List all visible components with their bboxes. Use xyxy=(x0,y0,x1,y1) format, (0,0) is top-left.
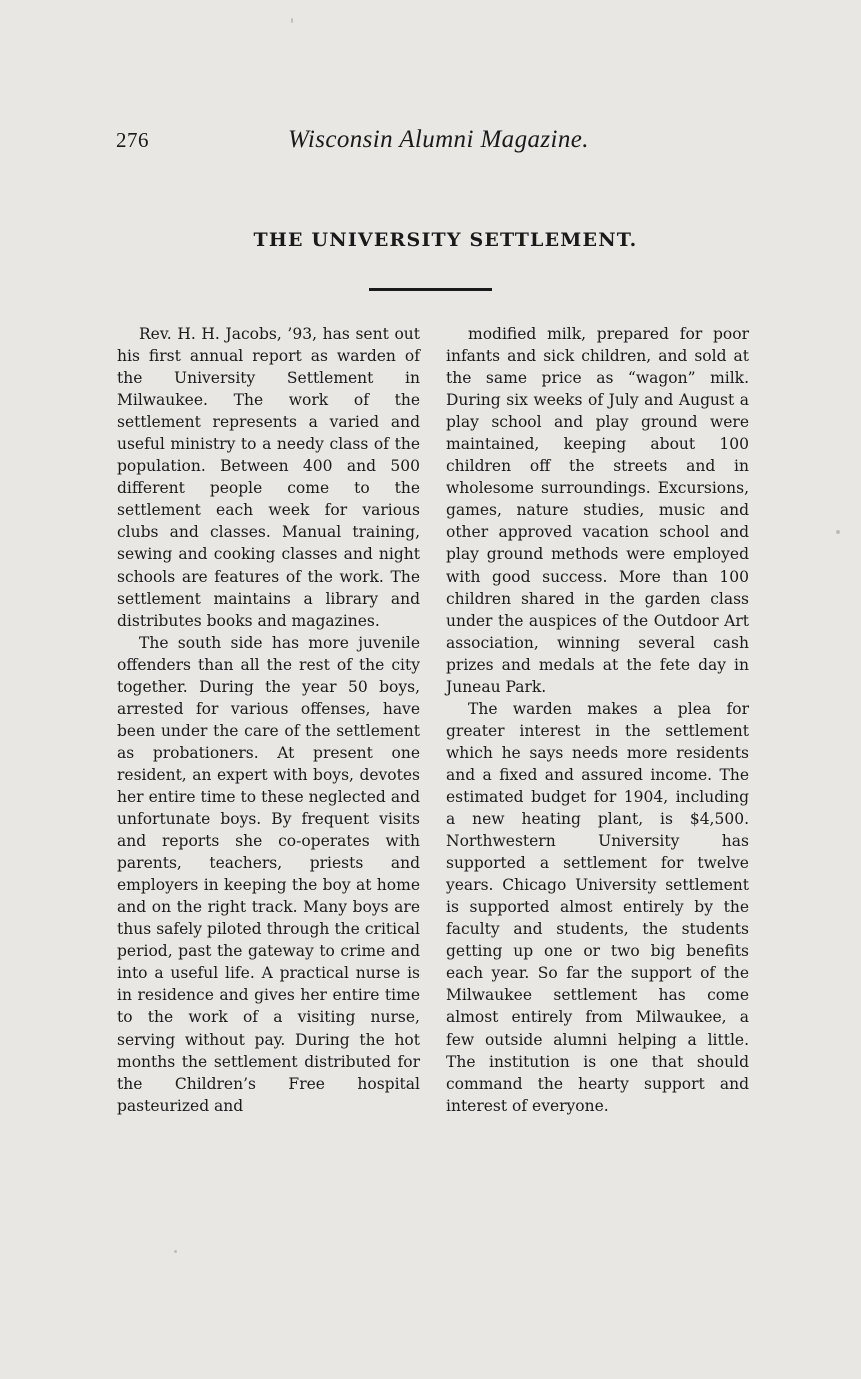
magazine-title: Wisconsin Alumni Magazine. xyxy=(288,126,589,153)
title-divider xyxy=(369,288,492,291)
paper-speck xyxy=(291,18,293,23)
paragraph: The warden makes a plea for greater interest in the settlement which he says needs more residents and a fixed and assured income. The estimated budget for 1904, including a new heating plant, is $4,500. Northwestern University has supported a settlement for twelve years. Chicago University settlement is supported almost entirely by the faculty and students, the students getting up one or two big benefits each year. So far the support of the Milwaukee settlement has come almost entirely from Milwaukee, a few outside alumni helping a little. The institution is one that should command the hearty support and interest of everyone. xyxy=(446,699,749,1115)
article-title: THE UNIVERSITY SETTLEMENT. xyxy=(253,229,638,251)
running-head xyxy=(0,124,861,158)
paragraph: The south side has more juvenile offenders than all the rest of the city together. During the year 50 boys, arrested for various offenses, have been under the care of the settlement as probationers. At present one resident, an expert with boys, devotes her entire time to these neglected and unfortunate boys. By frequent visits and reports she co-operates with parents, teachers, priests and employers in keeping the boy at home and on the right track. Many boys are thus safely piloted through the critical period, past the gateway to crime and into a useful life. A practical nurse is in residence and gives her entire time to the work of a visiting nurse, serving without pay. During the hot months the settlement distributed for the Children’s Free hospital pasteurized and xyxy=(117,633,420,1115)
paper-speck xyxy=(174,1250,177,1253)
paragraph: Rev. H. H. Jacobs, ’93, has sent out his first annual report as warden of the University Settlement in Milwaukee. The work of the settlement represents a varied and useful ministry to a needy class of the population. Between 400 and 500 different people come to the settlement each week for various clubs and classes. Manual training, sewing and cooking classes and night schools are features of the work. The settlement maintains a library and distributes books and magazines. xyxy=(117,325,420,630)
paragraph: modified milk, prepared for poor infants and sick children, and sold at the same price as “wagon” milk. During six weeks of July and August a play school and play ground were maintained, keeping about 100 children off the streets and in wholesome surroundings. Excursions, games, nature studies, music and other approved vacation school and play ground methods were employed with good success. More than 100 children shared in the garden class under the auspices of the Outdoor Art association, winning several cash prizes and medals at the fete day in Juneau Park. xyxy=(446,325,749,696)
article-column-left xyxy=(117,323,420,1117)
article-column-right xyxy=(446,323,749,1117)
page-number: 276 xyxy=(116,128,149,152)
paper-speck xyxy=(836,530,840,534)
